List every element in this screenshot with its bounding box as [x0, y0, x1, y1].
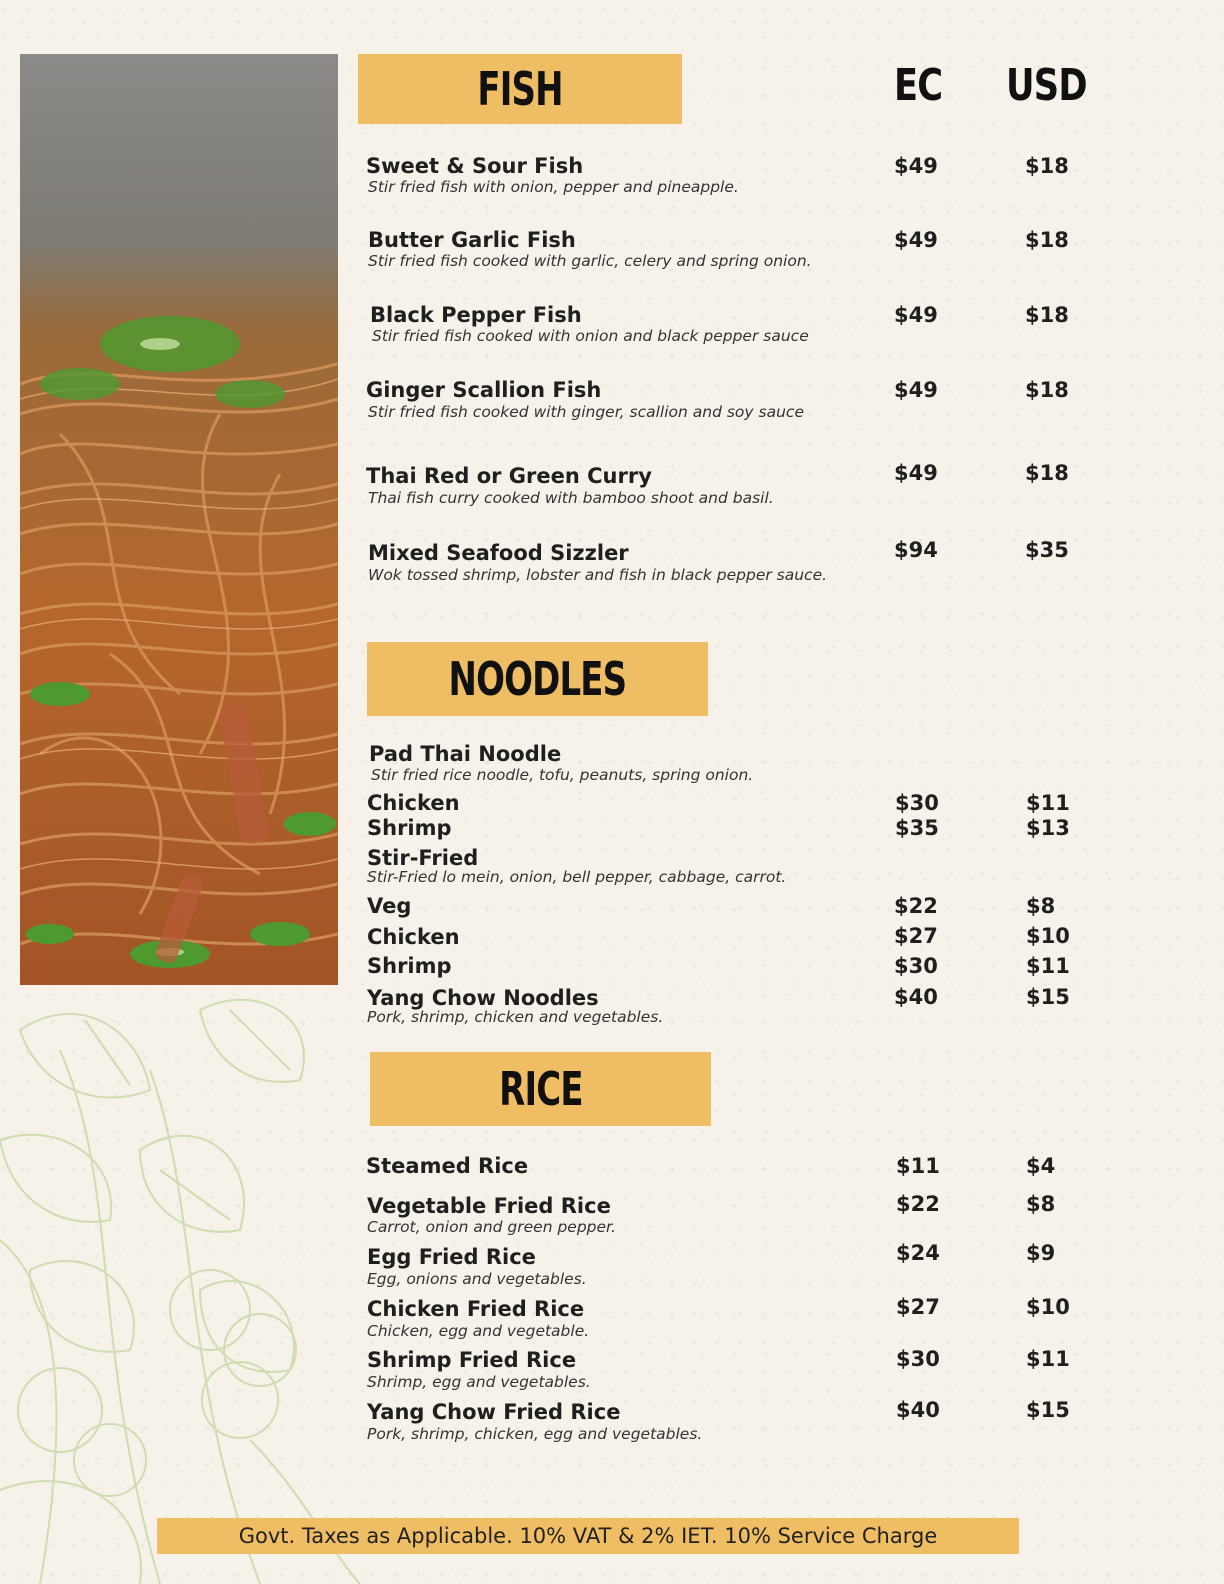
- price-usd: $4: [1026, 1154, 1056, 1178]
- price-ec: $49: [894, 461, 938, 485]
- menu-item-description: Stir fried rice noodle, tofu, peanuts, spring onion.: [371, 766, 754, 784]
- botanical-leaves-decoration: [0, 990, 420, 1584]
- menu-item-name: Thai Red or Green Curry: [366, 464, 652, 488]
- menu-item-description: Stir fried fish cooked with ginger, scallion and soy sauce: [368, 403, 804, 421]
- rice-section-title: RICE: [498, 1062, 583, 1116]
- noodles-photo: [20, 54, 338, 985]
- price-usd: $35: [1025, 538, 1069, 562]
- price-usd: $18: [1025, 154, 1069, 178]
- menu-item-name: Yang Chow Noodles: [367, 986, 599, 1010]
- usd-column-header: USD: [1006, 60, 1087, 111]
- fish-section-header: [358, 54, 682, 124]
- noodles-illustration: [20, 54, 338, 985]
- price-usd: $8: [1026, 894, 1056, 918]
- tax-notice-bar: [157, 1518, 1019, 1554]
- menu-item-name: Sweet & Sour Fish: [366, 154, 584, 178]
- menu-item-description: Shrimp, egg and vegetables.: [367, 1373, 591, 1391]
- price-ec: $30: [895, 791, 939, 815]
- menu-item-name: Vegetable Fried Rice: [367, 1194, 611, 1218]
- price-ec: $22: [896, 1192, 940, 1216]
- price-usd: $18: [1025, 461, 1069, 485]
- price-ec: $49: [894, 228, 938, 252]
- menu-item-description: Pork, shrimp, chicken, egg and vegetables.: [367, 1425, 703, 1443]
- price-ec: $49: [894, 154, 938, 178]
- price-usd: $11: [1026, 954, 1070, 978]
- price-ec: $24: [896, 1241, 940, 1265]
- menu-item-name: Egg Fried Rice: [367, 1245, 536, 1269]
- price-ec: $49: [894, 303, 938, 327]
- menu-item-name: Ginger Scallion Fish: [366, 378, 602, 402]
- menu-item-description: Thai fish curry cooked with bamboo shoot and basil.: [368, 489, 774, 507]
- menu-item-description: Stir fried fish cooked with onion and black pepper sauce: [372, 327, 809, 345]
- price-usd: $18: [1025, 378, 1069, 402]
- price-ec: $40: [894, 985, 938, 1009]
- menu-option-name: Shrimp: [367, 816, 452, 840]
- price-ec: $94: [894, 538, 938, 562]
- menu-item-name: Black Pepper Fish: [370, 303, 582, 327]
- menu-item-name: Butter Garlic Fish: [368, 228, 576, 252]
- price-usd: $10: [1026, 924, 1070, 948]
- menu-item-description: Pork, shrimp, chicken and vegetables.: [367, 1008, 664, 1026]
- price-usd: $13: [1026, 816, 1070, 840]
- menu-item-description: Chicken, egg and vegetable.: [367, 1322, 590, 1340]
- price-ec: $30: [896, 1347, 940, 1371]
- price-usd: $18: [1025, 303, 1069, 327]
- menu-option-name: Chicken: [367, 791, 460, 815]
- price-ec: $30: [894, 954, 938, 978]
- menu-option-name: Veg: [367, 894, 412, 918]
- price-usd: $15: [1026, 1398, 1070, 1422]
- menu-item-description: Stir fried fish with onion, pepper and pineapple.: [368, 178, 739, 196]
- menu-item-name: Chicken Fried Rice: [367, 1297, 585, 1321]
- price-ec: $35: [895, 816, 939, 840]
- price-usd: $18: [1025, 228, 1069, 252]
- price-ec: $40: [896, 1398, 940, 1422]
- price-usd: $10: [1026, 1295, 1070, 1319]
- menu-item-name: Yang Chow Fried Rice: [367, 1400, 621, 1424]
- price-ec: $11: [896, 1154, 940, 1178]
- menu-option-name: Chicken: [367, 925, 460, 949]
- tax-notice-text: Govt. Taxes as Applicable. 10% VAT & 2% IET. 10% Service Charge: [238, 1524, 938, 1548]
- ec-column-header: EC: [894, 60, 943, 111]
- rice-section-header: [370, 1052, 711, 1126]
- noodles-section-header: [367, 642, 708, 716]
- menu-item-name: Pad Thai Noodle: [369, 742, 562, 766]
- menu-item-description: Stir fried fish cooked with garlic, celery and spring onion.: [368, 252, 812, 270]
- price-usd: $15: [1026, 985, 1070, 1009]
- menu-item-description: Wok tossed shrimp, lobster and fish in black pepper sauce.: [368, 566, 828, 584]
- menu-option-name: Shrimp: [367, 954, 452, 978]
- menu-item-description: Stir-Fried lo mein, onion, bell pepper, cabbage, carrot.: [367, 868, 787, 886]
- menu-item-name: Stir-Fried: [367, 846, 479, 870]
- price-usd: $11: [1026, 1347, 1070, 1371]
- menu-item-name: Shrimp Fried Rice: [367, 1348, 577, 1372]
- price-ec: $27: [894, 924, 938, 948]
- price-usd: $8: [1026, 1192, 1056, 1216]
- fish-section-title: FISH: [477, 62, 563, 116]
- noodles-section-title: NOODLES: [448, 652, 627, 706]
- price-ec: $27: [896, 1295, 940, 1319]
- menu-item-description: Carrot, onion and green pepper.: [367, 1218, 616, 1236]
- menu-item-name: Mixed Seafood Sizzler: [368, 541, 629, 565]
- menu-item-description: Egg, onions and vegetables.: [367, 1270, 587, 1288]
- price-usd: $9: [1026, 1241, 1056, 1265]
- price-usd: $11: [1026, 791, 1070, 815]
- price-ec: $49: [894, 378, 938, 402]
- price-ec: $22: [894, 894, 938, 918]
- menu-item-name: Steamed Rice: [366, 1154, 529, 1178]
